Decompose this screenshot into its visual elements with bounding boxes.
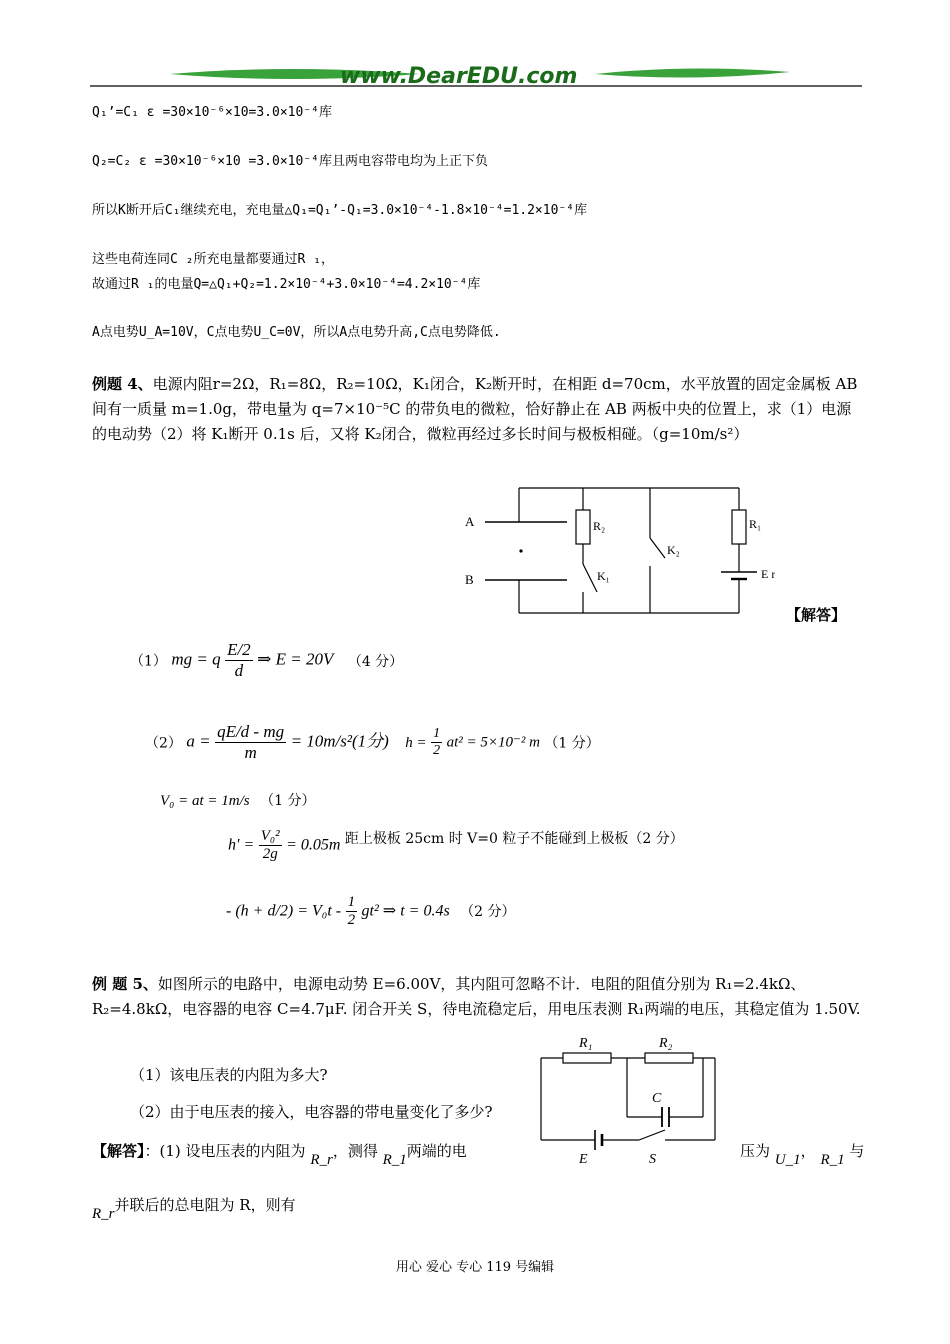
solution-step-3 [160, 790, 315, 810]
step1-rhs: ⇒ E = 20V [257, 649, 334, 669]
brand-logo-text: www.DearEDU.com [340, 64, 578, 89]
example5-label: 例 题 5、 [92, 975, 158, 993]
example4-answer-label: 【解答】 [786, 606, 847, 624]
symbol-r1-second: R_1 [820, 1152, 845, 1168]
right-swoosh [595, 68, 790, 77]
example5-answer-label: 【解答】 [92, 1142, 145, 1160]
line-q1: Q₁’=C₁ ε =30×10⁻⁶×10=3.0×10⁻⁴库 [92, 105, 332, 120]
page-footer: 用心 爱心 专心 119 号编辑 [395, 1260, 555, 1275]
step4-frac-num: V₀² [260, 828, 280, 844]
example5-question-1: （1）该电压表的内阻为多大? [130, 1066, 328, 1084]
line-q2: Q₂=C₂ ε =30×10⁻⁶×10 =3.0×10⁻⁴库且两电容带电均为上正下负 [92, 154, 488, 169]
line-potentials: A点电势U_A=10V，C点电势U_C=0V，所以A点电势升高,C点电势降低. [92, 325, 501, 340]
example5-answer-line-2 [92, 1194, 296, 1222]
example4-label: 例题 4、 [92, 375, 153, 393]
step1-number: （1） [130, 653, 167, 670]
example5-answer-g: 并联后的总电阻为 R，则有 [114, 1196, 296, 1214]
example5-answer-f: 与 [849, 1142, 865, 1160]
switch-k2 [650, 538, 665, 558]
step5-rhs: gt² ⇒ t = 0.4s [361, 902, 450, 920]
charged-particle [519, 549, 522, 552]
symbol-rv-second: R_r [92, 1206, 115, 1222]
step5-frac-den: 2 [347, 912, 356, 928]
label-r1: R₁ [579, 1036, 593, 1051]
step1-frac-num: E/2 [227, 640, 251, 659]
step4-frac-den: 2g [262, 846, 278, 862]
label-a: A [465, 514, 475, 529]
resistor-r1 [563, 1053, 611, 1063]
step1-frac-den: d [234, 661, 244, 680]
example5-answer-d: 压为 [740, 1142, 771, 1160]
step2-lhs: a = [186, 731, 211, 751]
example5-circuit-diagram [535, 1030, 725, 1170]
label-k2: K₂ [667, 543, 680, 557]
label-b: B [465, 572, 474, 587]
switch-s [639, 1130, 665, 1140]
step2-frac-num: qE/d - mg [217, 722, 285, 741]
step4-rhs: = 0.05m [286, 836, 341, 854]
step2-h-frac-num: 1 [433, 726, 441, 741]
resistor-r2 [645, 1053, 693, 1063]
example5-answer-a: ：(1) 设电压表的内阻为 [144, 1142, 306, 1160]
example5-answer-line-right [740, 1140, 865, 1168]
example4-circuit-diagram [455, 480, 775, 620]
solution-step-2 [145, 722, 600, 763]
label-k1: K₁ [597, 569, 610, 583]
step2-number: （2） [145, 735, 182, 752]
step1-lhs: mg = q [171, 649, 221, 669]
step3-score: （1 分） [260, 793, 316, 809]
step3-eq: V₀ = at = 1m/s [160, 793, 250, 809]
example5-answer-b: ，测得 [332, 1142, 378, 1160]
symbol-u1: U_1 [774, 1152, 801, 1168]
solution-step-4 [228, 828, 684, 863]
line-charges-through-r1: 这些电荷连同C ₂所充电量都要通过R ₁， [92, 252, 334, 267]
step2-h-rhs: at² = 5×10⁻² m [446, 734, 540, 751]
example5-answer-e: ， [800, 1142, 816, 1160]
step2-h-frac-den: 2 [433, 743, 441, 758]
step1-score: （4 分） [347, 653, 404, 670]
example5-answer-c: 两端的电 [406, 1142, 467, 1160]
step2-frac-den: m [244, 743, 257, 762]
label-s: S [649, 1152, 656, 1167]
step2-score: （1 分） [544, 735, 600, 752]
symbol-rv: R_r [310, 1152, 333, 1168]
example4-text: 电源内阻r=2Ω，R₁=8Ω，R₂=10Ω，K₁闭合，K₂断开时，在相距 d=70cm，水平放置的固定金属板 AB 间有一质量 m=1.0g，带电量为 q=7×10⁻⁵C 的带负电的微粒，恰好静止在 AB 两板中央的位置上，求（1）电源的电动势（2）将 K₁断开 0.1s 后，又将 K₂闭合，微粒再经过多长时间与极板相碰。（g=10m/s²） [92, 375, 858, 443]
resistor-r2 [576, 510, 590, 544]
example5-text: 如图所示的电路中，电源电动势 E=6.00V，其内阻可忽略不计．电阻的阻值分别为 R₁=2.4kΩ、R₂=4.8kΩ，电容器的电容 C=4.7μF. 闭合开关 S，待电流稳定后，用电压表测 R₁两端的电压，其稳定值为 1.50V. [92, 975, 861, 1018]
step2-h-lhs: h = [405, 734, 427, 751]
solution-step-1 [130, 640, 403, 681]
example5-problem [92, 972, 862, 1022]
switch-k1 [583, 564, 597, 592]
example4-problem [92, 372, 862, 447]
label-r1: R₁ [749, 517, 762, 531]
step2-rhs: = 10m/s²(1分) [290, 731, 389, 751]
step4-text: 距上极板 25cm 时 V=0 粒子不能碰到上极板（2 分） [344, 831, 684, 847]
label-e: E [579, 1152, 588, 1167]
step5-frac-num: 1 [347, 894, 356, 910]
label-r2: R₂ [593, 519, 606, 533]
line-total-charge: 故通过R ₁的电量Q=△Q₁+Q₂=1.2×10⁻⁴+3.0×10⁻⁴=4.2×10⁻⁴库 [92, 277, 481, 292]
step5-score: （2 分） [460, 903, 516, 920]
example5-question-2: （2）由于电压表的接入，电容器的带电量变化了多少? [130, 1103, 493, 1121]
symbol-r1: R_1 [382, 1152, 407, 1168]
step5-lhs: - (h + d/2) = V₀t - [226, 902, 342, 920]
example5-answer-line [92, 1140, 467, 1168]
label-c: C [652, 1091, 662, 1106]
line-charge-change: 所以K断开后C₁继续充电，充电量△Q₁=Q₁’-Q₁=3.0×10⁻⁴-1.8×10⁻⁴=1.2×10⁻⁴库 [92, 203, 588, 218]
solution-step-5 [226, 894, 515, 929]
step4-lhs: h′ = [228, 836, 255, 854]
resistor-r1 [732, 510, 746, 544]
label-r2: R₂ [659, 1036, 673, 1051]
label-er: E r [761, 567, 775, 581]
